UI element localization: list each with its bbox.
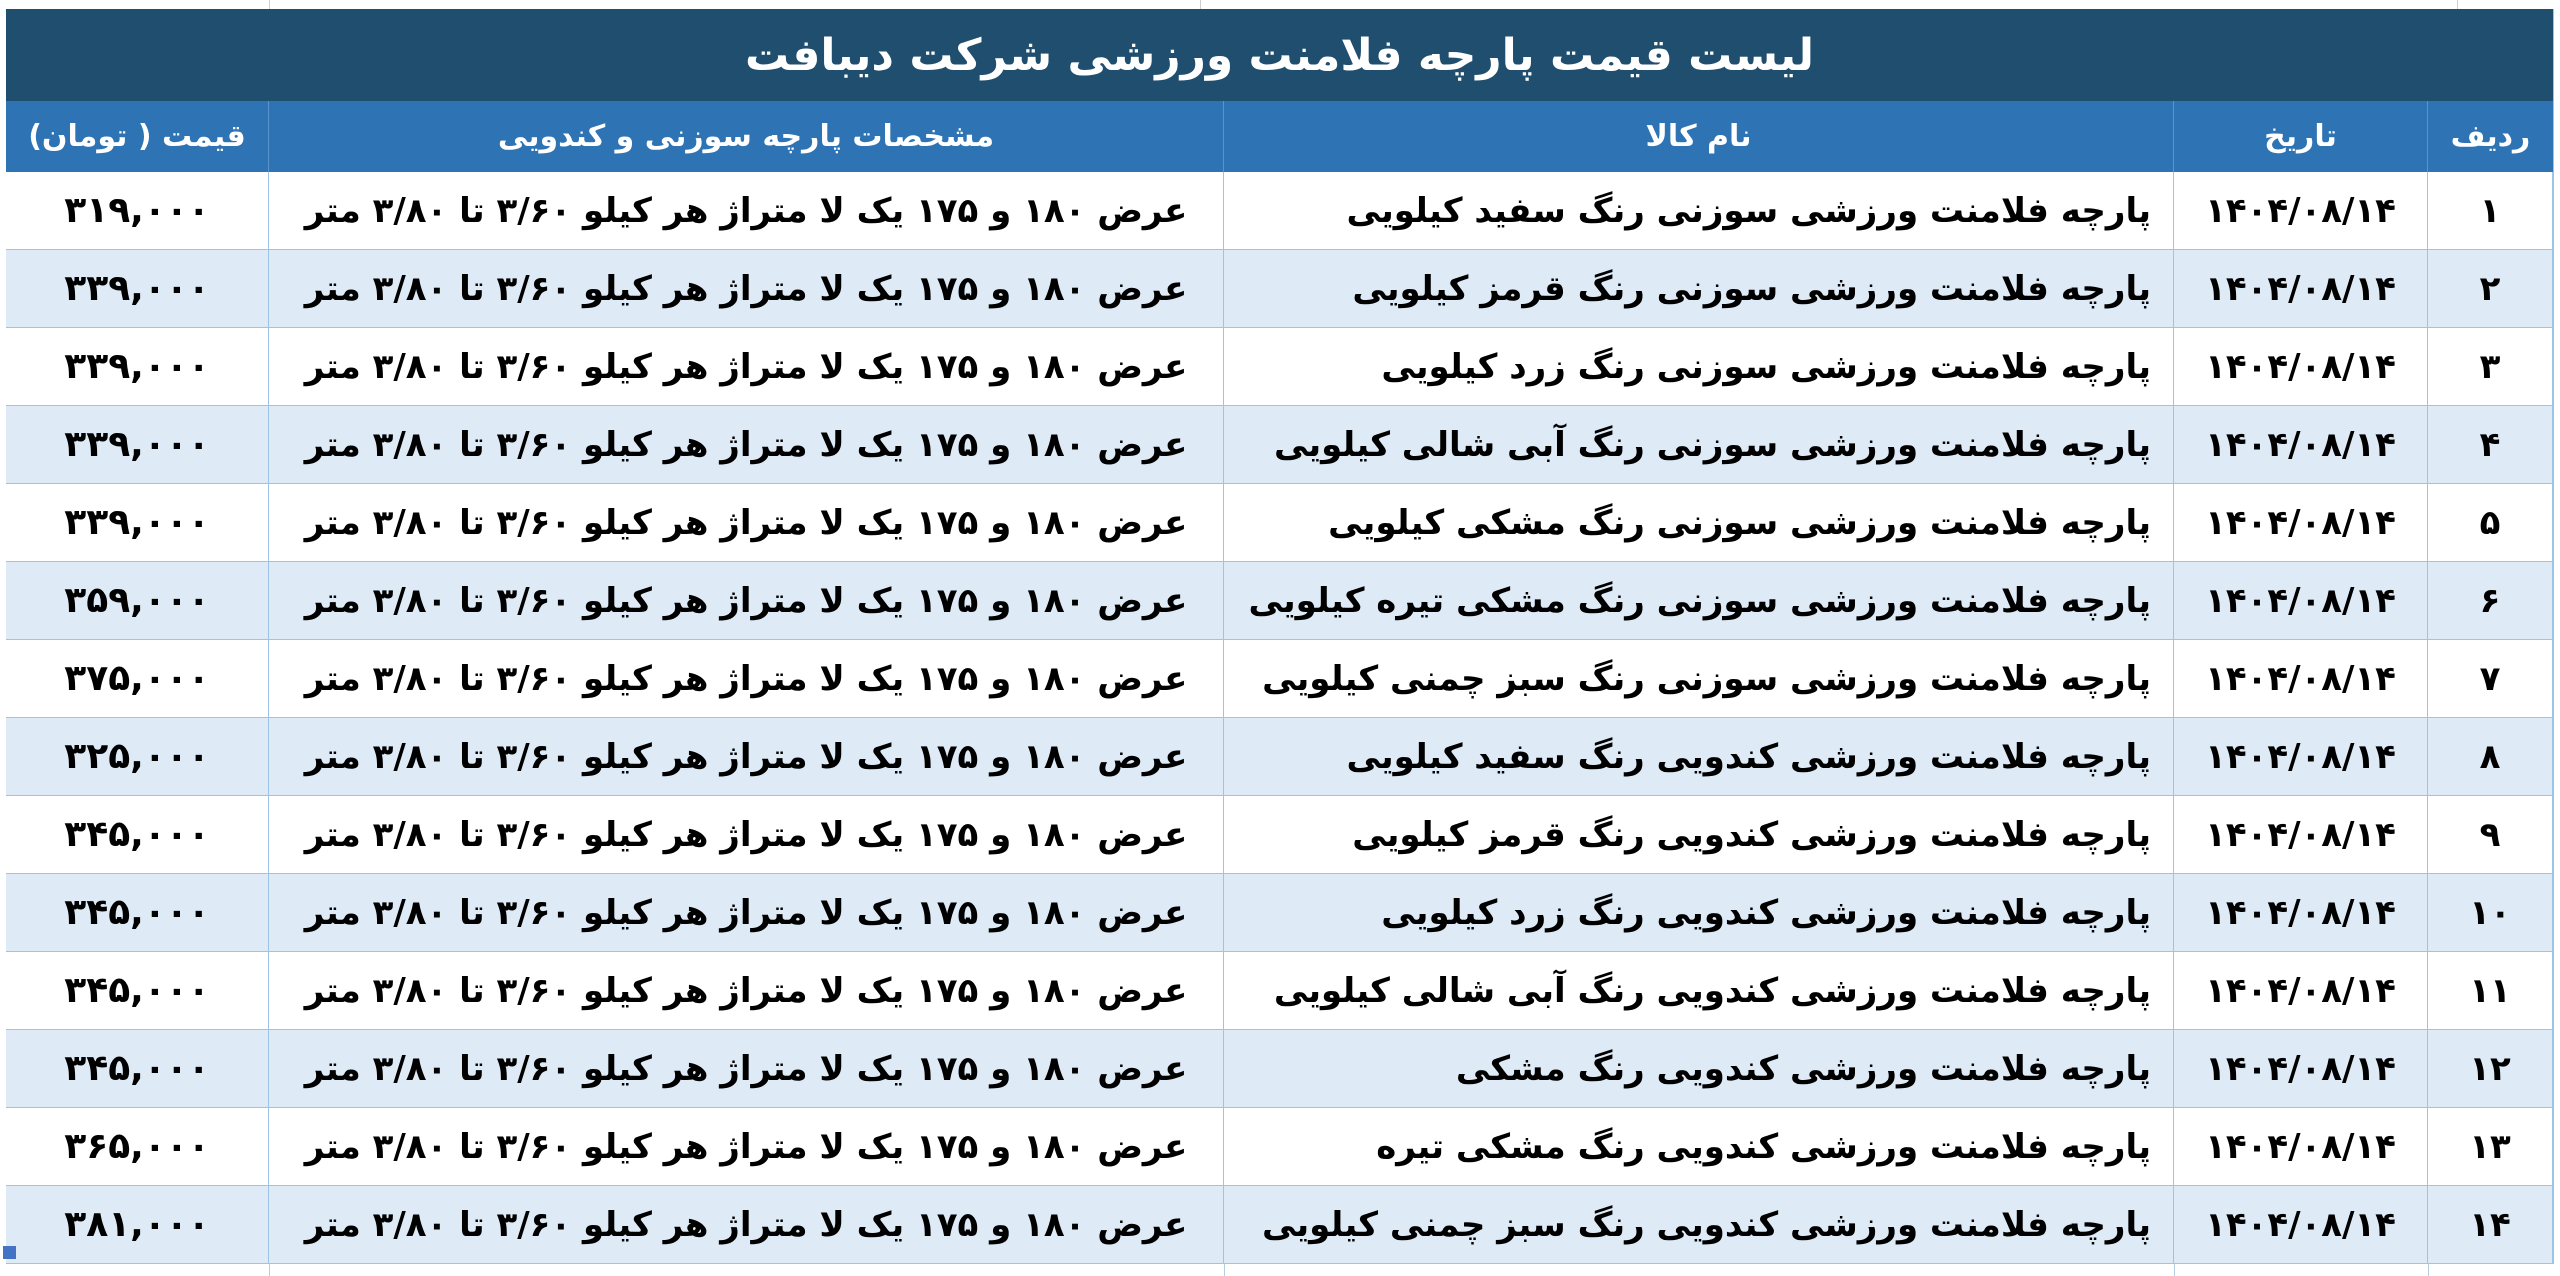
row-index-cell[interactable]: ۱۴ (2428, 1186, 2553, 1263)
row-index-cell[interactable]: ۱۳ (2428, 1108, 2553, 1185)
row-index-cell[interactable]: ۷ (2428, 640, 2553, 717)
spec-cell[interactable]: عرض ۱۸۰ و ۱۷۵ یک لا متراژ هر کیلو ۳/۶۰ تا ۳/۸۰ متر (269, 640, 1224, 717)
spec-cell[interactable]: عرض ۱۸۰ و ۱۷۵ یک لا متراژ هر کیلو ۳/۶۰ تا ۳/۸۰ متر (269, 172, 1224, 249)
date-cell[interactable]: ۱۴۰۴/۰۸/۱۴ (2174, 874, 2428, 951)
date-cell[interactable]: ۱۴۰۴/۰۸/۱۴ (2174, 952, 2428, 1029)
sheet-title[interactable]: لیست قیمت پارچه فلامنت ورزشی شرکت دیبافت (6, 9, 2553, 101)
price-cell[interactable]: ۳۷۵,۰۰۰ (6, 640, 269, 717)
date-cell[interactable]: ۱۴۰۴/۰۸/۱۴ (2174, 484, 2428, 561)
excel-gridline (269, 0, 270, 9)
price-cell[interactable]: ۳۵۹,۰۰۰ (6, 562, 269, 639)
row-index-cell[interactable]: ۱۲ (2428, 1030, 2553, 1107)
date-cell[interactable]: ۱۴۰۴/۰۸/۱۴ (2174, 796, 2428, 873)
table-row (6, 1186, 2553, 1264)
price-table (6, 9, 2554, 1264)
product-name-cell[interactable]: پارچه فلامنت ورزشی کندویی رنگ سفید کیلویی (1224, 718, 2174, 795)
table-row (6, 718, 2553, 796)
excel-gridline (1200, 0, 1201, 9)
table-header-row (6, 101, 2553, 172)
table-body (6, 172, 2553, 1264)
row-index-cell[interactable]: ۵ (2428, 484, 2553, 561)
table-row (6, 250, 2553, 328)
price-cell[interactable]: ۳۴۵,۰۰۰ (6, 796, 269, 873)
date-cell[interactable]: ۱۴۰۴/۰۸/۱۴ (2174, 1186, 2428, 1263)
spec-cell[interactable]: عرض ۱۸۰ و ۱۷۵ یک لا متراژ هر کیلو ۳/۶۰ تا ۳/۸۰ متر (269, 1030, 1224, 1107)
spec-cell[interactable]: عرض ۱۸۰ و ۱۷۵ یک لا متراژ هر کیلو ۳/۶۰ تا ۳/۸۰ متر (269, 484, 1224, 561)
table-row (6, 562, 2553, 640)
spec-cell[interactable]: عرض ۱۸۰ و ۱۷۵ یک لا متراژ هر کیلو ۳/۶۰ تا ۳/۸۰ متر (269, 250, 1224, 327)
price-cell[interactable]: ۳۶۵,۰۰۰ (6, 1108, 269, 1185)
table-row (6, 406, 2553, 484)
row-index-cell[interactable]: ۱۱ (2428, 952, 2553, 1029)
row-index-cell[interactable]: ۴ (2428, 406, 2553, 483)
date-cell[interactable]: ۱۴۰۴/۰۸/۱۴ (2174, 250, 2428, 327)
date-cell[interactable]: ۱۴۰۴/۰۸/۱۴ (2174, 1030, 2428, 1107)
row-index-cell[interactable]: ۳ (2428, 328, 2553, 405)
spec-cell[interactable]: عرض ۱۸۰ و ۱۷۵ یک لا متراژ هر کیلو ۳/۶۰ تا ۳/۸۰ متر (269, 952, 1224, 1029)
excel-gridline (269, 1264, 270, 1276)
column-header-price[interactable]: قیمت ( تومان) (6, 101, 269, 172)
excel-gridline (2174, 1264, 2175, 1276)
spec-cell[interactable]: عرض ۱۸۰ و ۱۷۵ یک لا متراژ هر کیلو ۳/۶۰ تا ۳/۸۰ متر (269, 328, 1224, 405)
product-name-cell[interactable]: پارچه فلامنت ورزشی سوزنی رنگ سبز چمنی کیلویی (1224, 640, 2174, 717)
price-cell[interactable]: ۳۳۹,۰۰۰ (6, 250, 269, 327)
product-name-cell[interactable]: پارچه فلامنت ورزشی سوزنی رنگ مشکی تیره کیلویی (1224, 562, 2174, 639)
price-cell[interactable]: ۳۸۱,۰۰۰ (6, 1186, 269, 1263)
product-name-cell[interactable]: پارچه فلامنت ورزشی سوزنی رنگ زرد کیلویی (1224, 328, 2174, 405)
excel-gridline (1224, 1264, 1225, 1276)
spec-cell[interactable]: عرض ۱۸۰ و ۱۷۵ یک لا متراژ هر کیلو ۳/۶۰ تا ۳/۸۰ متر (269, 1186, 1224, 1263)
date-cell[interactable]: ۱۴۰۴/۰۸/۱۴ (2174, 640, 2428, 717)
table-row (6, 640, 2553, 718)
row-index-cell[interactable]: ۹ (2428, 796, 2553, 873)
autofill-handle-icon[interactable] (3, 1246, 16, 1259)
date-cell[interactable]: ۱۴۰۴/۰۸/۱۴ (2174, 562, 2428, 639)
product-name-cell[interactable]: پارچه فلامنت ورزشی سوزنی رنگ قرمز کیلویی (1224, 250, 2174, 327)
table-row (6, 952, 2553, 1030)
date-cell[interactable]: ۱۴۰۴/۰۸/۱۴ (2174, 1108, 2428, 1185)
spec-cell[interactable]: عرض ۱۸۰ و ۱۷۵ یک لا متراژ هر کیلو ۳/۶۰ تا ۳/۸۰ متر (269, 562, 1224, 639)
excel-gridline (2457, 0, 2458, 9)
product-name-cell[interactable]: پارچه فلامنت ورزشی کندویی رنگ سبز چمنی کیلویی (1224, 1186, 2174, 1263)
price-cell[interactable]: ۳۳۹,۰۰۰ (6, 328, 269, 405)
column-header-date[interactable]: تاریخ (2174, 101, 2428, 172)
spec-cell[interactable]: عرض ۱۸۰ و ۱۷۵ یک لا متراژ هر کیلو ۳/۶۰ تا ۳/۸۰ متر (269, 874, 1224, 951)
table-row (6, 172, 2553, 250)
table-row (6, 1030, 2553, 1108)
product-name-cell[interactable]: پارچه فلامنت ورزشی کندویی رنگ آبی شالی کیلویی (1224, 952, 2174, 1029)
table-row (6, 484, 2553, 562)
price-cell[interactable]: ۳۱۹,۰۰۰ (6, 172, 269, 249)
price-cell[interactable]: ۳۴۵,۰۰۰ (6, 952, 269, 1029)
product-name-cell[interactable]: پارچه فلامنت ورزشی سوزنی رنگ آبی شالی کیلویی (1224, 406, 2174, 483)
date-cell[interactable]: ۱۴۰۴/۰۸/۱۴ (2174, 172, 2428, 249)
row-index-cell[interactable]: ۶ (2428, 562, 2553, 639)
product-name-cell[interactable]: پارچه فلامنت ورزشی کندویی رنگ مشکی تیره (1224, 1108, 2174, 1185)
table-row (6, 1108, 2553, 1186)
price-cell[interactable]: ۳۴۵,۰۰۰ (6, 874, 269, 951)
product-name-cell[interactable]: پارچه فلامنت ورزشی سوزنی رنگ مشکی کیلویی (1224, 484, 2174, 561)
table-row (6, 874, 2553, 952)
price-cell[interactable]: ۳۴۵,۰۰۰ (6, 1030, 269, 1107)
spec-cell[interactable]: عرض ۱۸۰ و ۱۷۵ یک لا متراژ هر کیلو ۳/۶۰ تا ۳/۸۰ متر (269, 1108, 1224, 1185)
product-name-cell[interactable]: پارچه فلامنت ورزشی کندویی رنگ مشکی (1224, 1030, 2174, 1107)
product-name-cell[interactable]: پارچه فلامنت ورزشی سوزنی رنگ سفید کیلویی (1224, 172, 2174, 249)
spec-cell[interactable]: عرض ۱۸۰ و ۱۷۵ یک لا متراژ هر کیلو ۳/۶۰ تا ۳/۸۰ متر (269, 796, 1224, 873)
spec-cell[interactable]: عرض ۱۸۰ و ۱۷۵ یک لا متراژ هر کیلو ۳/۶۰ تا ۳/۸۰ متر (269, 406, 1224, 483)
spec-cell[interactable]: عرض ۱۸۰ و ۱۷۵ یک لا متراژ هر کیلو ۳/۶۰ تا ۳/۸۰ متر (269, 718, 1224, 795)
row-index-cell[interactable]: ۲ (2428, 250, 2553, 327)
date-cell[interactable]: ۱۴۰۴/۰۸/۱۴ (2174, 328, 2428, 405)
date-cell[interactable]: ۱۴۰۴/۰۸/۱۴ (2174, 406, 2428, 483)
product-name-cell[interactable]: پارچه فلامنت ورزشی کندویی رنگ زرد کیلویی (1224, 874, 2174, 951)
price-cell[interactable]: ۳۳۹,۰۰۰ (6, 406, 269, 483)
column-header-name[interactable]: نام کالا (1224, 101, 2174, 172)
column-header-radif[interactable]: ردیف (2450, 119, 2531, 154)
excel-gridline (2428, 1264, 2429, 1276)
row-index-cell[interactable]: ۸ (2428, 718, 2553, 795)
row-index-cell[interactable]: ۱۰ (2428, 874, 2553, 951)
row-index-cell[interactable]: ۱ (2428, 172, 2553, 249)
table-row (6, 796, 2553, 874)
price-cell[interactable]: ۳۲۵,۰۰۰ (6, 718, 269, 795)
price-cell[interactable]: ۳۳۹,۰۰۰ (6, 484, 269, 561)
date-cell[interactable]: ۱۴۰۴/۰۸/۱۴ (2174, 718, 2428, 795)
product-name-cell[interactable]: پارچه فلامنت ورزشی کندویی رنگ قرمز کیلویی (1224, 796, 2174, 873)
table-row (6, 328, 2553, 406)
column-header-spec[interactable]: مشخصات پارچه سوزنی و کندویی (269, 101, 1224, 172)
